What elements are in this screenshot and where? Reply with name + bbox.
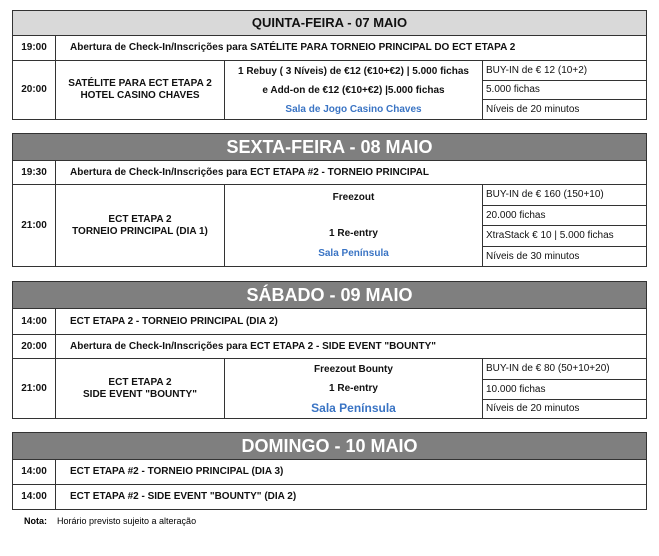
schedule-table-friday: [12, 133, 647, 267]
time: 19:00: [13, 36, 56, 61]
event-text: Abertura de Check-In/Inscrições para ECT ETAPA #2 - TORNEIO PRINCIPAL: [56, 161, 647, 185]
detail-line: 1 Rebuy ( 3 Níveis) de €12 (€10+€2) | 5.000 fichas: [238, 65, 469, 77]
time: 14:00: [13, 460, 56, 485]
detail-line: e Add-on de €12 (€10+€2) |5.000 fichas: [262, 84, 445, 96]
event-name-line: ECT ETAPA 2: [108, 376, 172, 388]
event-name-line: HOTEL CASINO CHAVES: [80, 90, 200, 101]
buy-in: BUY-IN de € 12 (10+2): [483, 61, 647, 81]
note-label: Nota:: [24, 516, 47, 526]
detail-line: Freezout Bounty: [314, 363, 393, 375]
levels: Níveis de 20 minutos: [483, 100, 647, 120]
event-text: ECT ETAPA 2 - TORNEIO PRINCIPAL (DIA 2): [56, 309, 647, 335]
detail-line: 1 Re-entry: [329, 227, 378, 239]
time: 20:00: [13, 61, 56, 120]
chips: 20.000 fichas: [483, 206, 647, 226]
note: [24, 516, 196, 526]
note-text: Horário previsto sujeito a alteração: [57, 516, 197, 526]
chips: 5.000 fichas: [483, 81, 647, 100]
event-name-line: ECT ETAPA 2: [108, 213, 172, 225]
day-header: SEXTA-FEIRA - 08 MAIO: [13, 134, 647, 161]
event-text: Abertura de Check-In/Inscrições para ECT ETAPA 2 - SIDE EVENT "BOUNTY": [56, 335, 647, 359]
event-name-line: SIDE EVENT "BOUNTY": [83, 388, 197, 400]
event-text: ECT ETAPA #2 - TORNEIO PRINCIPAL (DIA 3): [56, 460, 647, 485]
schedule-table-saturday: [12, 281, 647, 419]
event-details: [225, 359, 483, 419]
event-name: [56, 359, 225, 419]
buy-in: BUY-IN de € 160 (150+10): [483, 185, 647, 206]
time: 20:00: [13, 335, 56, 359]
levels: Níveis de 20 minutos: [483, 400, 647, 419]
event-text: ECT ETAPA #2 - SIDE EVENT "BOUNTY" (DIA 2): [56, 485, 647, 510]
schedule-table-sunday: [12, 432, 647, 510]
time: 21:00: [13, 359, 56, 419]
venue: Sala Península: [311, 400, 396, 415]
event-details: [225, 61, 483, 120]
event-text: Abertura de Check-In/Inscrições para SATÉLITE PARA TORNEIO PRINCIPAL DO ECT ETAPA 2: [56, 36, 647, 61]
venue: Sala de Jogo Casino Chaves: [285, 103, 422, 115]
buy-in: BUY-IN de € 80 (50+10+20): [483, 359, 647, 380]
detail-line: 1 Re-entry: [329, 382, 378, 394]
chips: 10.000 fichas: [483, 380, 647, 400]
event-name: [56, 61, 225, 120]
levels: Níveis de 30 minutos: [483, 247, 647, 267]
time: 19:30: [13, 161, 56, 185]
time: 14:00: [13, 309, 56, 335]
detail-line: Freezout: [332, 191, 375, 203]
event-name-line: SATÉLITE PARA ECT ETAPA 2: [68, 78, 212, 89]
venue: Sala Península: [318, 247, 389, 259]
day-header: QUINTA-FEIRA - 07 MAIO: [13, 11, 647, 36]
day-header: DOMINGO - 10 MAIO: [13, 433, 647, 460]
event-name-line: TORNEIO PRINCIPAL (DIA 1): [72, 225, 208, 237]
xtrastack: XtraStack € 10 | 5.000 fichas: [483, 226, 647, 247]
event-details: [225, 185, 483, 267]
time: 14:00: [13, 485, 56, 510]
event-name: [56, 185, 225, 267]
day-header: SÁBADO - 09 MAIO: [13, 282, 647, 309]
time: 21:00: [13, 185, 56, 267]
schedule-table-thursday: [12, 10, 647, 120]
